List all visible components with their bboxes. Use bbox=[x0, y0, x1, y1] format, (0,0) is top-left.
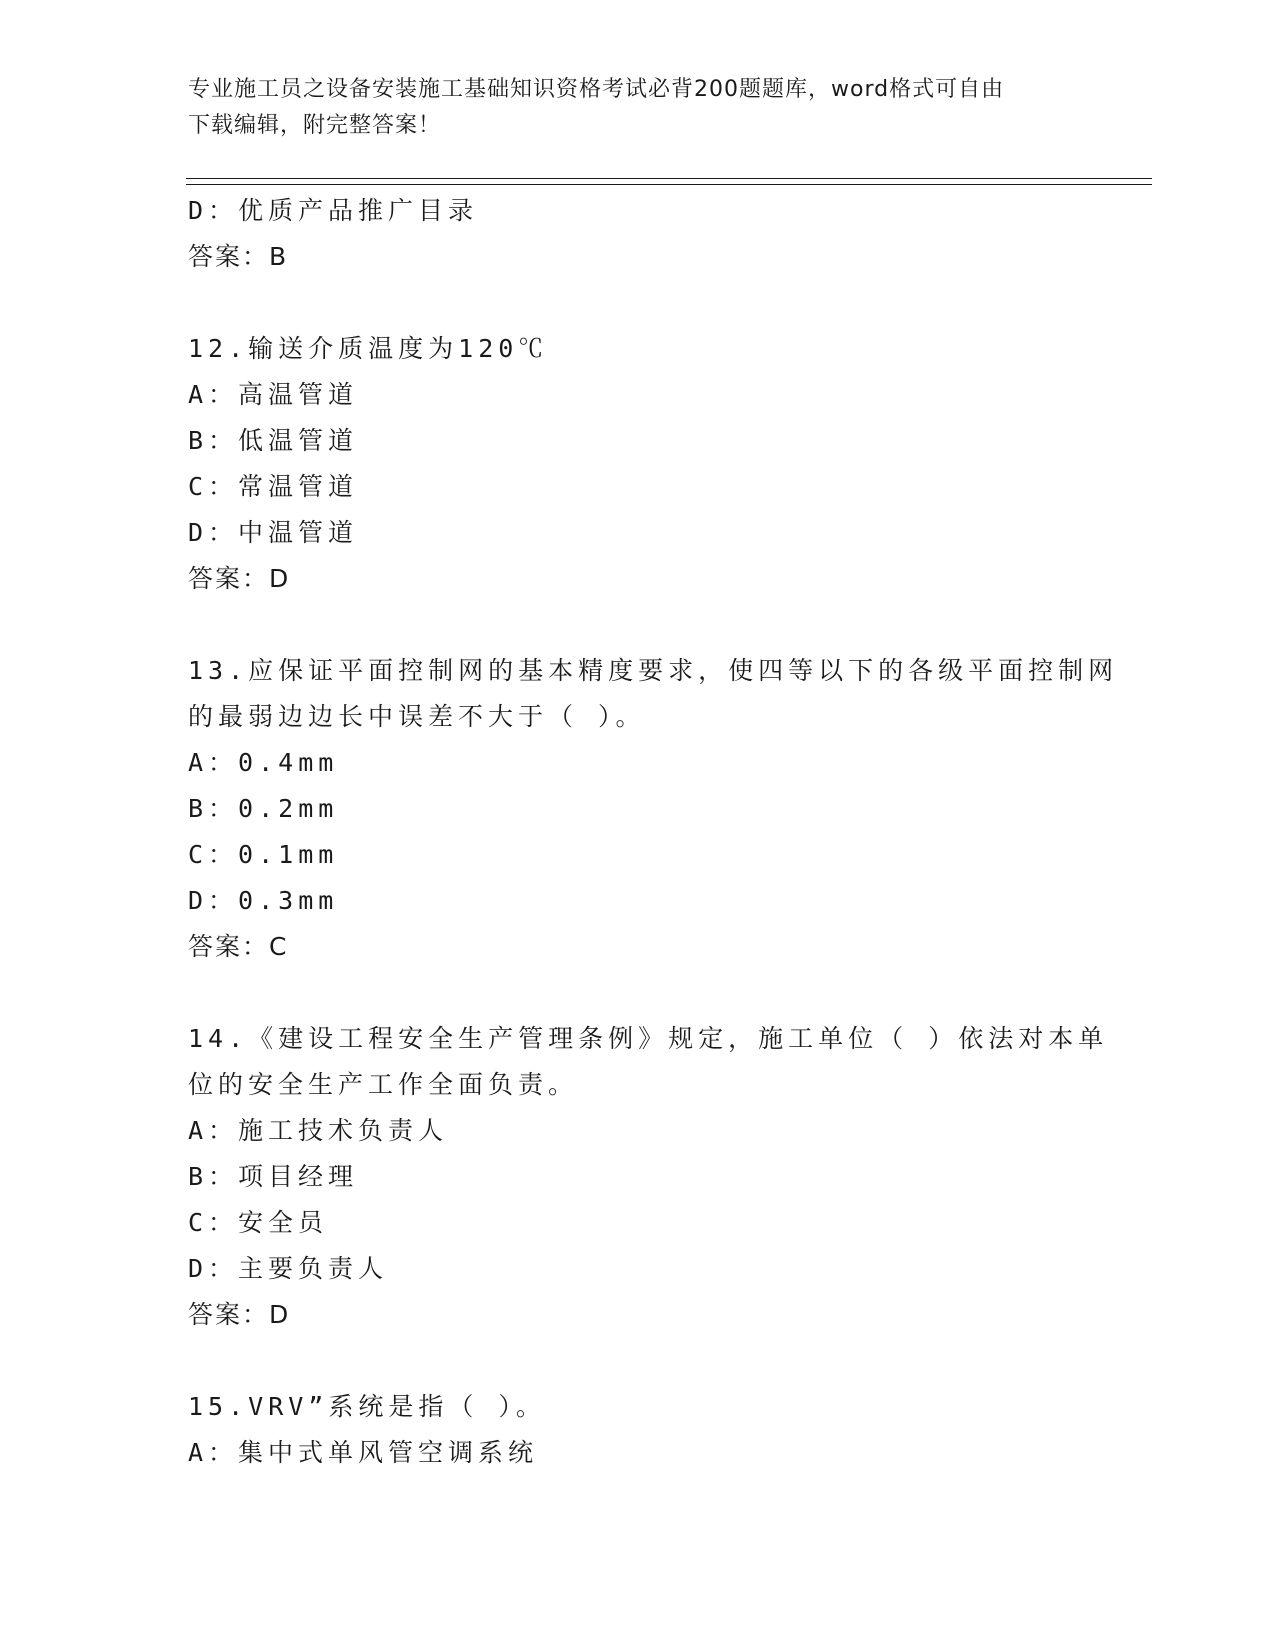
spacer bbox=[188, 602, 1088, 648]
option-a: A：0.4mm bbox=[188, 748, 339, 777]
header-line-2: 下载编辑，附完整答案！ bbox=[188, 113, 442, 138]
question-13 bbox=[188, 648, 1119, 970]
question-14 bbox=[188, 1016, 1109, 1338]
document-header bbox=[188, 72, 1068, 144]
spacer bbox=[188, 280, 1088, 326]
previous-question-tail bbox=[188, 188, 1088, 280]
question-text-line-1: 13.应保证平面控制网的基本精度要求，使四等以下的各级平面控制网 bbox=[188, 656, 1119, 685]
question-text: 12.输送介质温度为120℃ bbox=[188, 334, 549, 363]
header-divider-bottom bbox=[186, 184, 1152, 185]
question-list bbox=[188, 188, 1119, 1476]
spacer bbox=[188, 1338, 1088, 1384]
option-d: D：中温管道 bbox=[188, 518, 359, 547]
question-text-line-2: 的最弱边边长中误差不大于（ ）。 bbox=[188, 702, 646, 731]
question-15 bbox=[188, 1384, 1088, 1476]
question-text: 15.VRV”系统是指（ ）。 bbox=[188, 1392, 546, 1421]
answer-line: 答案：B bbox=[188, 242, 289, 271]
option-d: D：主要负责人 bbox=[188, 1254, 389, 1283]
answer-line: 答案：D bbox=[188, 1300, 291, 1329]
header-divider-top bbox=[186, 178, 1152, 179]
option-c: C：0.1mm bbox=[188, 840, 339, 869]
question-text-line-2: 位的安全生产工作全面负责。 bbox=[188, 1070, 579, 1099]
option-b: B：低温管道 bbox=[188, 426, 359, 455]
option-a: A：施工技术负责人 bbox=[188, 1116, 449, 1145]
spacer bbox=[188, 970, 1088, 1016]
option-c: C：安全员 bbox=[188, 1208, 329, 1237]
option-b: B：0.2mm bbox=[188, 794, 339, 823]
option-c: C：常温管道 bbox=[188, 472, 359, 501]
option-a: A：高温管道 bbox=[188, 380, 359, 409]
answer-line: 答案：D bbox=[188, 564, 291, 593]
header-line-1: 专业施工员之设备安装施工基础知识资格考试必背200题题库，word格式可自由 bbox=[188, 77, 1005, 102]
question-text-line-1: 14.《建设工程安全生产管理条例》规定，施工单位（ ）依法对本单 bbox=[188, 1024, 1109, 1053]
option-d: D：0.3mm bbox=[188, 886, 339, 915]
option-a: A：集中式单风管空调系统 bbox=[188, 1438, 539, 1467]
option-d: D：优质产品推广目录 bbox=[188, 196, 479, 225]
question-12 bbox=[188, 326, 1088, 602]
answer-line: 答案：C bbox=[188, 932, 289, 961]
option-b: B：项目经理 bbox=[188, 1162, 359, 1191]
